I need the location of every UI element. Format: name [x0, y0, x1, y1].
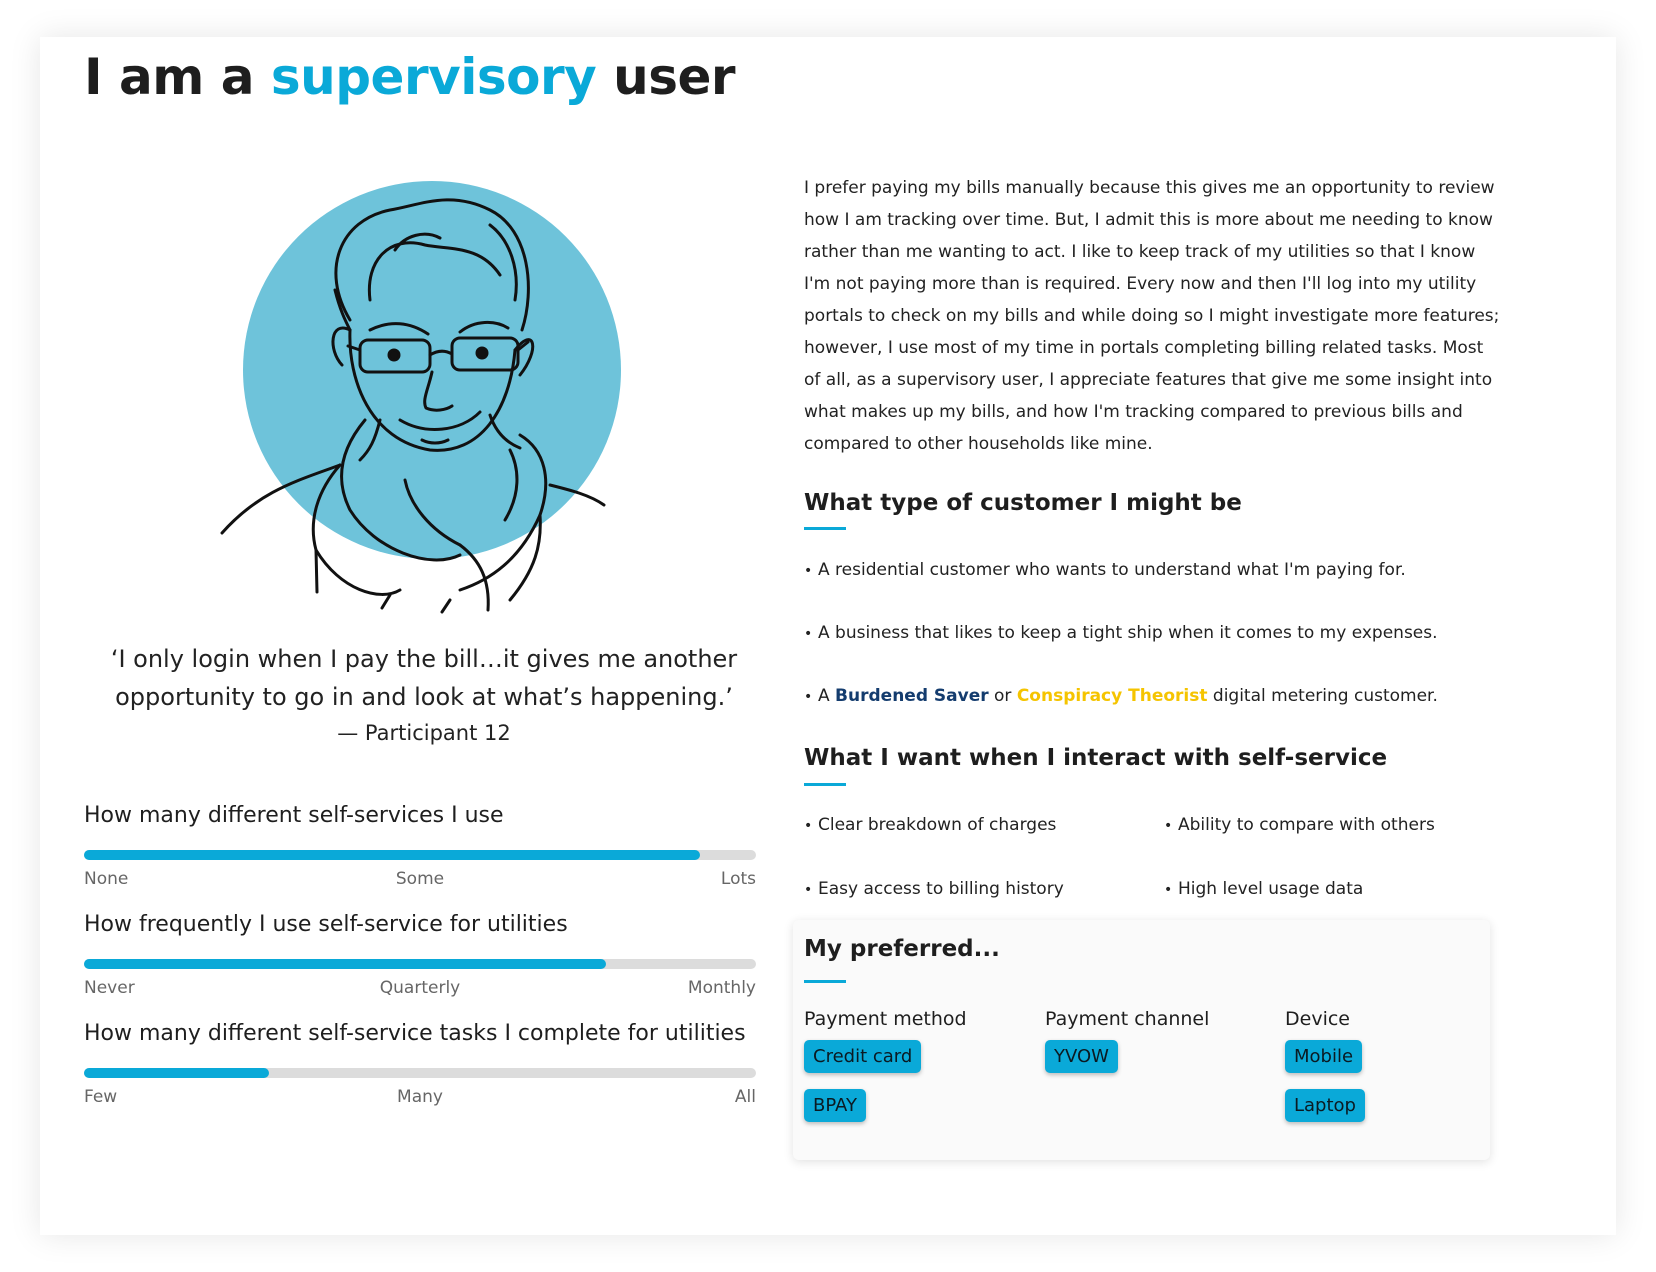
- scale-label-high: Lots: [720, 869, 756, 889]
- chip-laptop: Laptop: [1285, 1089, 1365, 1122]
- list-item: • A business that likes to keep a tight ship when it comes to my expenses.: [804, 623, 1438, 643]
- wants-heading: What I want when I interact with self-service: [804, 745, 1388, 771]
- bullet-icon: •: [804, 882, 813, 898]
- quote-attribution: — Participant 12: [337, 721, 511, 745]
- participant-quote: [84, 640, 764, 750]
- list-item: • A residential customer who wants to understand what I'm paying for.: [804, 560, 1406, 580]
- rating-track: [84, 959, 756, 969]
- segment-burdened-saver: Burdened Saver: [835, 686, 989, 706]
- heading-underline: [804, 980, 846, 983]
- list-item: • High level usage data: [1164, 879, 1364, 899]
- scale-label-low: None: [84, 869, 129, 889]
- scale-label-high: Monthly: [687, 978, 756, 998]
- scale-label-mid: Many: [397, 1087, 443, 1107]
- customer-type-heading: What type of customer I might be: [804, 490, 1242, 516]
- bullet-icon: •: [804, 563, 813, 579]
- chip-yvow: YVOW: [1045, 1040, 1118, 1073]
- rating-track: [84, 1068, 756, 1078]
- heading-underline: [804, 783, 846, 786]
- bullet-icon: •: [804, 626, 813, 642]
- rating-track: [84, 850, 756, 860]
- list-item: • Ability to compare with others: [1164, 815, 1435, 835]
- preferred-panel: [793, 920, 1490, 1160]
- list-item: • Easy access to billing history: [804, 879, 1064, 899]
- preferred-heading: My preferred...: [804, 936, 1000, 962]
- scale-label-low: Never: [84, 978, 135, 998]
- rating-question: How frequently I use self-service for utilities: [84, 912, 568, 937]
- scale-label-high: All: [734, 1087, 756, 1107]
- chip-bpay: BPAY: [804, 1089, 866, 1122]
- rating-question: How many different self-service tasks I complete for utilities: [84, 1021, 746, 1046]
- chip-mobile: Mobile: [1285, 1040, 1362, 1073]
- bullet-icon: •: [1164, 882, 1173, 898]
- column-label: Payment channel: [1045, 1008, 1210, 1030]
- rating-question: How many different self-services I use: [84, 803, 504, 828]
- preferred-column-payment-method: [804, 1008, 967, 1138]
- scale-label-mid: Some: [395, 869, 445, 889]
- list-item: • Clear breakdown of charges: [804, 815, 1057, 835]
- page-title: I am a supervisory user: [84, 48, 736, 106]
- title-accent: supervisory: [270, 48, 597, 106]
- rating-tasks: [84, 1021, 760, 1107]
- bullet-icon: •: [1164, 818, 1173, 834]
- rating-fill: [84, 959, 606, 969]
- rating-fill: [84, 1068, 269, 1078]
- scale-label-mid: Quarterly: [379, 978, 461, 998]
- preferred-column-device: [1285, 1008, 1365, 1138]
- scale-label-low: Few: [84, 1087, 118, 1107]
- preferred-column-payment-channel: [1045, 1008, 1209, 1089]
- rating-fill: [84, 850, 700, 860]
- rating-self-services: [84, 803, 760, 889]
- person-illustration-icon: [190, 150, 630, 650]
- bullet-icon: •: [804, 818, 813, 834]
- bullet-icon: •: [804, 689, 813, 705]
- list-item: • A Burdened Saver or Conspiracy Theorist digital metering customer.: [804, 686, 1438, 706]
- chip-credit-card: Credit card: [804, 1040, 921, 1073]
- rating-frequency: [84, 912, 760, 998]
- column-label: Payment method: [804, 1008, 967, 1030]
- column-label: Device: [1285, 1008, 1350, 1030]
- persona-bio: I prefer paying my bills manually because this gives me an opportunity to review how I am tracking over time. But, I admit this is more about me needing to know rather than me wanting to act. I like to keep track of my utilities so that I know I'm not paying more than is required. Every now and then I'll log into my utility portals to check on my bills and while doing so I might investigate more features; however, I use most of my time in portals completing billing related tasks. Most of all, as a supervisory user, I appreciate features that give me some insight into what makes up my bills, and how I'm tracking compared to previous bills and compared to other households like mine.: [804, 178, 1500, 454]
- heading-underline: [804, 527, 846, 530]
- quote-text: ‘I only login when I pay the bill…it gives me another opportunity to go in and look at what’s happening.’: [110, 645, 738, 711]
- segment-conspiracy-theorist: Conspiracy Theorist: [1016, 686, 1208, 706]
